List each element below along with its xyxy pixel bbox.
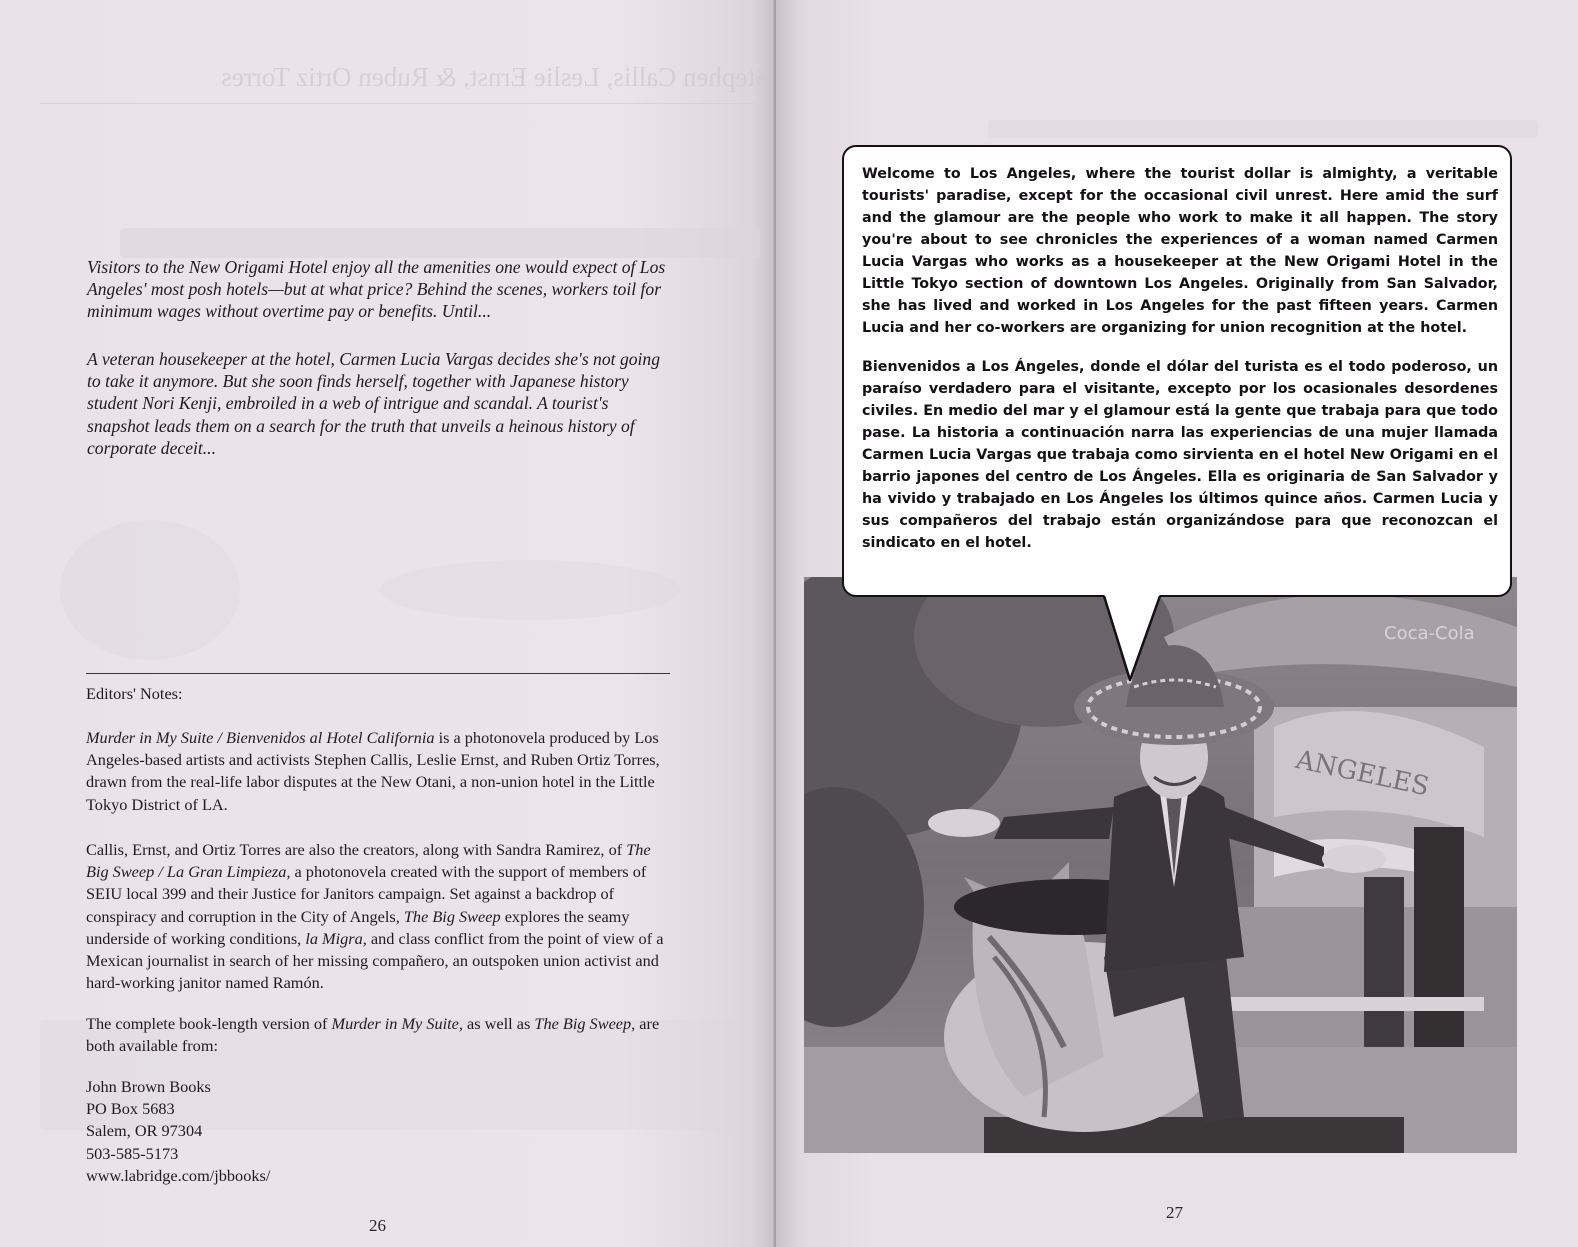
bleed-through-header: Stephen Callis, Leslie Ernst, & Ruben Ortiz Torres: [221, 62, 770, 92]
term: la Migra,: [305, 928, 367, 948]
bubble-english-text: Welcome to Los Angeles, where the tourist dollar is almighty, a veritable tourists' paradise, except for the occasional civil unrest. Here amid the surf and the glamour are the people who work to make it all happen. The story you're about to see chronicles the experiences of a woman named Carmen Lucia Vargas who works as a housekeeper at the New Origami Hotel in the Little Tokyo section of downtown Los Angeles. Originally from San Salvador, she has lived and worked in Los Angeles for the past fifteen years. Carmen Lucia and her co-workers are organizing for union recognition at the hotel.: [862, 166, 1498, 336]
editors-note-paragraph: The complete book-length version of Murder in My Suite, as well as The Big Sweep, are both available from:: [86, 1014, 660, 1056]
publisher-url[interactable]: www.labridge.com/jbbooks/: [86, 1165, 271, 1185]
editors-notes-heading: Editors' Notes:: [86, 684, 183, 703]
editors-note-paragraph: Murder in My Suite / Bienvenidos al Hotel California is a photonovela produced by Los Angeles-based artists and activists Stephen Callis, Leslie Ernst, and Ruben Ortiz Torres, drawn from the real-life labor disputes at the New Otani, a non-union hotel in the Little Tokyo District of LA.: [86, 728, 660, 814]
address-line: John Brown Books: [86, 1077, 211, 1096]
sign-text: ANGELES: [1293, 744, 1432, 803]
intro-paragraph: A veteran housekeeper at the hotel, Carmen Lucia Vargas decides she's not going to take it anymore. But she soon finds herself, together with Japanese history student Nori Kenji, embroiled in a web of intrigue and scandal. A tourist's snapshot leads them on a search for the truth that unveils a heinous history of corporate deceit...: [87, 349, 661, 458]
editors-note-paragraph: Callis, Ernst, and Ortiz Torres are also the creators, along with Sandra Ramirez, of The Big Sweep / La Gran Limpieza, a photonovela created with the support of members of SEIU local 399 and their Justice for Janitors campaign. Set against a backdrop of conspiracy and corruption in the City of Angels, The Big Sweep explores the seamy underside of working conditions, la Migra, and class conflict from the point of view of a Mexican journalist in search of her missing compañero, an outspoken union activist and hard-working janitor named Ramón.: [86, 840, 664, 993]
book-title: The Big Sweep / La Gran Limpieza,: [86, 840, 651, 882]
umbrella-logo-text: Coca-Cola: [1384, 623, 1475, 644]
book-title: Murder in My Suite / Bienvenidos al Hotel California: [86, 728, 435, 747]
book-title: The Big Sweep: [403, 906, 501, 926]
page-number-left: 26: [369, 1216, 386, 1235]
address-line: Salem, OR 97304: [86, 1121, 203, 1141]
book-title: The Big Sweep,: [534, 1014, 636, 1033]
book-title: Murder in My Suite,: [331, 1014, 463, 1033]
phone-number: 503-585-5173: [86, 1143, 179, 1163]
page-number-right: 27: [1166, 1203, 1183, 1222]
bubble-spanish-text: Bienvenidos a Los Ángeles, donde el dólar del turista es el todo poderoso, un paraíso verdadero para el visitante, excepto por los ocasionales desordenes civiles. En medio del mar y el glamour está la gente que trabaja para que todo pase. La historia a continuación narra las experiencias de una mujer llamada Carmen Lucia Vargas que trabaja como sirvienta en el hotel New Origami en el barrio japones del centro de Los Ángeles. Ella es originaria de San Salvador y ha vivido y trabajado en Los Ángeles los últimos quince años. Carmen Lucia y sus compañeros del trabajo están organizándose para que reconozcan el sindicato en el hotel.: [862, 359, 1498, 551]
address-line: PO Box 5683: [86, 1099, 175, 1119]
intro-paragraph: Visitors to the New Origami Hotel enjoy all the amenities one would expect of Los Angeles' most posh hotels—but at what price? Behind the scenes, workers toil for minimum wages without overtime pay or benefits. Until...: [87, 257, 666, 322]
